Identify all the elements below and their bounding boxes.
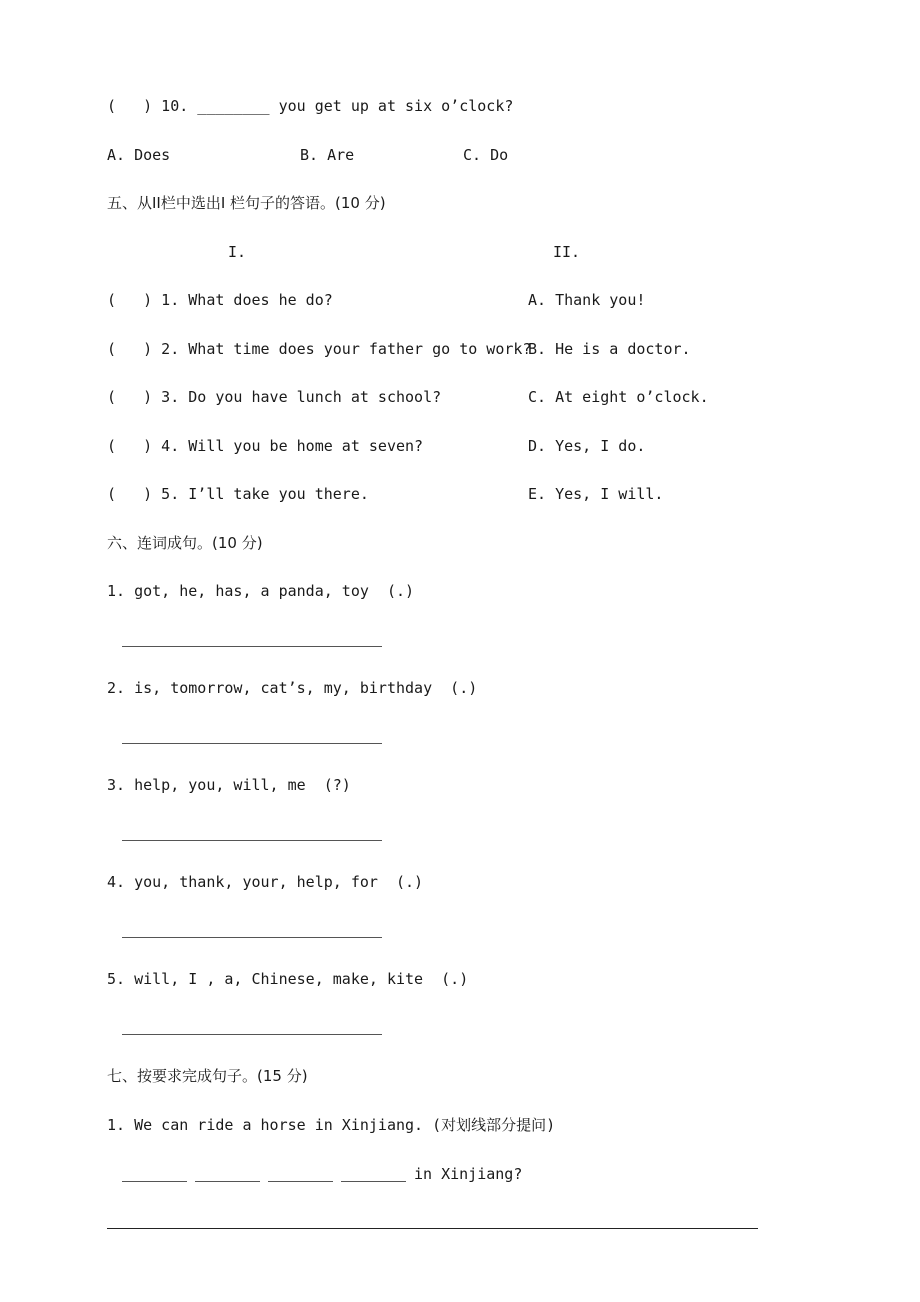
answer-blank-1	[122, 1181, 187, 1182]
column-2-header: II.	[553, 243, 581, 261]
rewrite-item-1: 1. We can ride a horse in Xinjiang. (对划线部分提问)	[107, 1116, 556, 1134]
matching-answer-d: D. Yes, I do.	[528, 437, 646, 455]
answer-line-4	[122, 937, 382, 938]
matching-answer-e: E. Yes, I will.	[528, 485, 664, 503]
answer-line-3	[122, 840, 382, 841]
page-footer-rule	[107, 1228, 758, 1229]
section-5-title: 五、从II栏中选出I 栏句子的答语。(10 分)	[107, 194, 386, 212]
column-1-header: I.	[228, 243, 247, 261]
question-10-option-b: B. Are	[300, 146, 355, 164]
word-order-item-3: 3. help, you, will, me (?)	[107, 776, 351, 794]
section-7-title: 七、按要求完成句子。(15 分)	[107, 1067, 308, 1085]
section-6-title: 六、连词成句。(10 分)	[107, 534, 263, 552]
matching-question-4: ( ) 4. Will you be home at seven?	[107, 437, 424, 455]
answer-blank-2	[195, 1181, 260, 1182]
answer-line-5	[122, 1034, 382, 1035]
matching-answer-b: B. He is a doctor.	[528, 340, 691, 358]
matching-question-2: ( ) 2. What time does your father go to work?	[107, 340, 532, 358]
answer-line-2	[122, 743, 382, 744]
matching-answer-c: C. At eight o’clock.	[528, 388, 709, 406]
answer-line-1	[122, 646, 382, 647]
matching-question-5: ( ) 5. I’ll take you there.	[107, 485, 369, 503]
rewrite-answer-tail: in Xinjiang?	[414, 1165, 523, 1183]
matching-question-3: ( ) 3. Do you have lunch at school?	[107, 388, 442, 406]
word-order-item-4: 4. you, thank, your, help, for (.)	[107, 873, 424, 891]
question-10-option-a: A. Does	[107, 146, 171, 164]
matching-question-1: ( ) 1. What does he do?	[107, 291, 333, 309]
word-order-item-2: 2. is, tomorrow, cat’s, my, birthday (.)	[107, 679, 478, 697]
matching-answer-a: A. Thank you!	[528, 291, 646, 309]
answer-blank-4	[341, 1181, 406, 1182]
question-10-stem: ( ) 10. ________ you get up at six o’clock?	[107, 97, 514, 115]
question-10-option-c: C. Do	[463, 146, 509, 164]
word-order-item-5: 5. will, I , a, Chinese, make, kite (.)	[107, 970, 469, 988]
word-order-item-1: 1. got, he, has, a panda, toy (.)	[107, 582, 415, 600]
answer-blank-3	[268, 1181, 333, 1182]
